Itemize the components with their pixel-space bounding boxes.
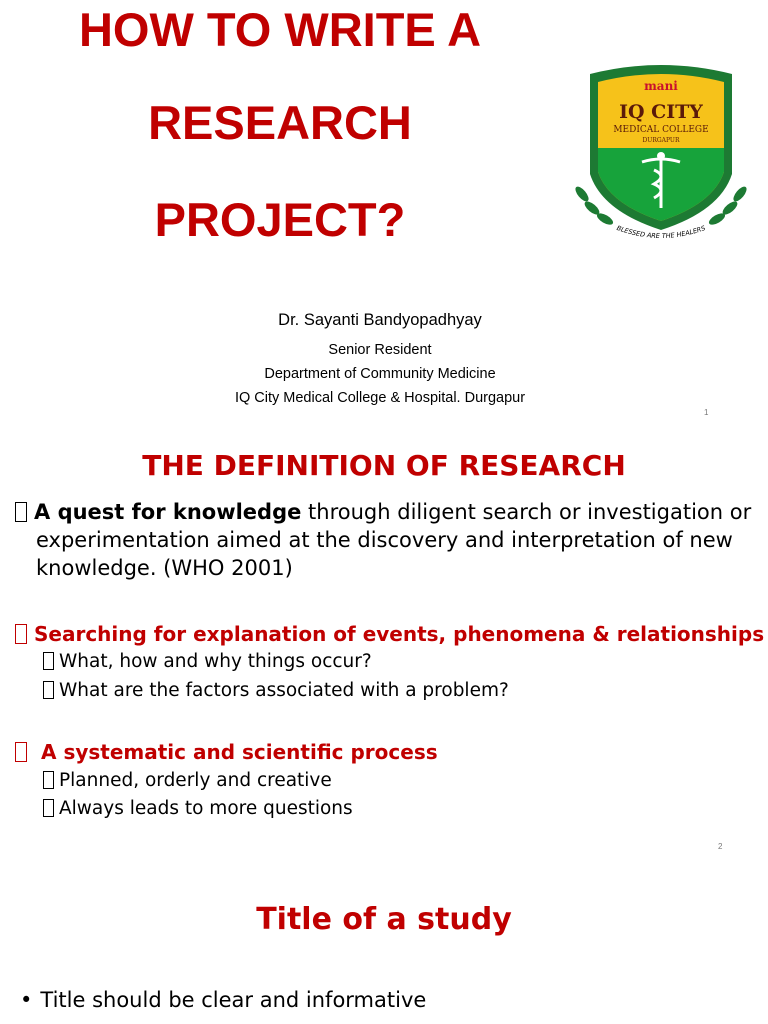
logo-name: IQ CITY	[619, 101, 703, 123]
sub-point	[43, 798, 353, 819]
sub-point	[43, 680, 509, 701]
slide-title-line-1: HOW TO WRITE A	[78, 3, 482, 56]
sub-point	[43, 651, 372, 672]
bullet-box-icon	[15, 502, 27, 522]
college-logo	[570, 56, 752, 252]
point-explanation	[15, 620, 764, 648]
sub-point-text: Always leads to more questions	[59, 798, 353, 819]
slide-heading: THE DEFINITION OF RESEARCH	[142, 449, 626, 482]
bullet-box-icon	[15, 624, 27, 644]
point-explanation-text: Searching for explanation of events, phenomena & relationships	[34, 622, 765, 646]
logo-city: DURGAPUR	[642, 137, 680, 144]
bullet-item	[20, 988, 426, 1012]
logo-brand: mani	[644, 79, 678, 93]
bullet-box-icon	[43, 799, 54, 817]
bullet-text: Title should be clear and informative	[40, 988, 427, 1012]
author-name: Dr. Sayanti Bandyopadhyay	[278, 311, 482, 329]
bullet-box-icon	[43, 652, 54, 670]
author-role: Senior Resident	[328, 342, 432, 358]
bullet-box-icon	[43, 771, 54, 789]
author-department: Department of Community Medicine	[264, 366, 496, 382]
slide-heading: Title of a study	[256, 902, 512, 937]
definition-bold: A quest for knowledge	[34, 500, 302, 524]
logo-motto: BLESSED ARE THE HEALERS	[615, 224, 707, 241]
bullet-box-icon	[43, 681, 54, 699]
author-institution: IQ City Medical College & Hospital. Durgapur	[234, 390, 526, 406]
definition-line-3: knowledge. (WHO 2001)	[36, 556, 293, 580]
logo-college: MEDICAL COLLEGE	[613, 125, 709, 135]
bullet-box-icon	[15, 742, 27, 762]
slide-title-line-2: RESEARCH	[148, 96, 412, 149]
sub-point	[43, 770, 332, 791]
sub-point-text: Planned, orderly and creative	[59, 770, 332, 791]
page-number: 2	[718, 842, 723, 851]
bullet-dot-icon: •	[20, 988, 33, 1012]
point-systematic	[15, 738, 438, 766]
sub-point-text: What, how and why things occur?	[59, 651, 372, 672]
definition-line-2: experimentation aimed at the discovery and interpretation of new	[36, 528, 733, 552]
page-number: 1	[704, 408, 709, 417]
definition-point	[15, 498, 751, 526]
sub-point-text: What are the factors associated with a problem?	[59, 680, 509, 701]
point-systematic-text: A systematic and scientific process	[41, 740, 438, 764]
definition-text: through diligent search or investigation or	[301, 500, 752, 524]
slide-title-line-3: PROJECT?	[154, 193, 406, 246]
